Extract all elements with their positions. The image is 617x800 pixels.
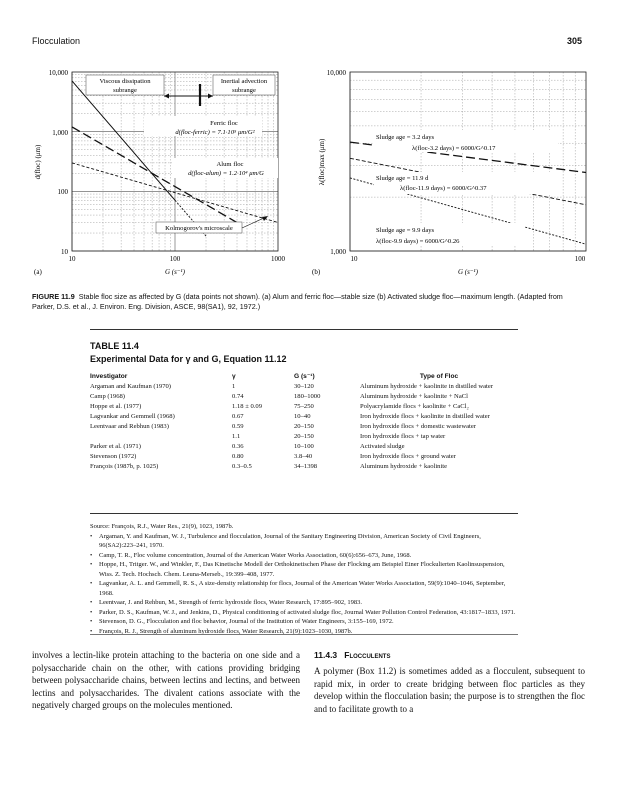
table-cell: Aluminum hydroxide + kaolinite + NaCl [360, 393, 468, 400]
annotation-inertial-sub: subrange [232, 87, 256, 94]
figure-caption-label: FIGURE 11.9 [32, 292, 75, 301]
annotation-sludge-9-9: Sludge age = 9.9 days [376, 227, 435, 234]
table-header-gamma: γ [232, 372, 236, 380]
table-cell: Activated sludge [360, 443, 405, 450]
figure-b [312, 62, 602, 282]
x-tick-a-10: 10 [68, 255, 76, 263]
table-row [90, 453, 518, 463]
x-tick-a-1000: 1000 [271, 255, 285, 263]
x-axis-label-a: G (s⁻¹) [165, 268, 185, 276]
table-cell: 75–250 [294, 403, 314, 410]
table-row [90, 413, 518, 423]
table-top-rule [90, 329, 518, 330]
y-tick-a-1000: 1,000 [52, 129, 68, 137]
x-tick-b-100: 100 [574, 255, 586, 263]
y-axis-label-a: d(floc) (μm) [34, 144, 42, 180]
table-cell: 34–1398 [294, 463, 318, 470]
annotation-sludge-11-9: Sludge age = 11.9 d [376, 175, 429, 182]
table-cell: Hoppe et al. (1977) [90, 403, 142, 410]
y-tick-b-1000: 1,000 [330, 248, 346, 256]
table-row [90, 463, 518, 473]
reference-item: • Hoppe, H., Tritger. W., and Winkler, F., Das Kinetische Modell der Orthokinetischen Phase der Flocking am Beispiel Einer Flockulierten Kaolinsuspension, Wiss. Z. Tech. Hochsch. Chem. Leuna-Merseb., 19:399–408, 1977. [90, 560, 518, 579]
annotation-viscous: Viscous dissipation [99, 78, 151, 85]
table-cell: 20–150 [294, 423, 314, 430]
table-row [90, 443, 518, 453]
table-cell: 10–40 [294, 413, 311, 420]
annotation-sludge-11-9-eq: λ(floc-11.9 days) = 6000/G^0.37 [400, 185, 487, 192]
section-title: Flocculents [344, 650, 391, 660]
table-header-investigator: Investigator [90, 372, 128, 380]
table-cell: Camp (1968) [90, 393, 125, 400]
table-title: Experimental Data for γ and G, Equation 11.12 [90, 354, 287, 364]
annotation-sludge-3-2: Sludge age = 3.2 days [376, 134, 435, 141]
table-cell: 180–1000 [294, 393, 321, 400]
table-cell: 0.3–0.5 [232, 463, 252, 470]
annotation-sludge-3-2-eq: λ(floc-3.2 days) = 6000/G^0.17 [412, 145, 496, 152]
x-axis-label-b: G (s⁻¹) [458, 268, 478, 276]
table-source: Source: François, R.J., Water Res., 21(9), 1023, 1987b. [90, 523, 234, 530]
table-cell: 3.8–40 [294, 453, 313, 460]
reference-item: • Stevenson, D. G., Flocculation and floc behavior, Journal of the Institution of Water Engineers, 3:155–169, 1972. [90, 617, 518, 627]
table-cell [90, 433, 232, 443]
table-cell: Lagvankar and Gemmell (1968) [90, 413, 175, 420]
table-cell: François (1987b, p. 1025) [90, 463, 159, 470]
page-number: 305 [567, 36, 583, 46]
table-row [90, 383, 518, 393]
table-cell: 0.59 [232, 423, 244, 430]
table-cell: 0.80 [232, 453, 244, 460]
y-tick-a-100: 100 [57, 188, 68, 196]
reference-item: • Parker, D. S., Kaufman, W. J., and Jenkins, D., Physical conditioning of activated sludge floc, Journal Water Pollution Control Federation, 43:1817–1833, 1971. [90, 608, 518, 618]
table-cell: 1 [232, 383, 236, 390]
y-tick-b-10000: 10,000 [326, 69, 346, 77]
table-cell: Aluminum hydroxide + kaolinite [360, 463, 448, 470]
figure-a [28, 62, 298, 282]
table-cell: Iron hydroxide flocs + domestic wastewater [360, 423, 476, 430]
annotation-ferric: Ferric floc [210, 120, 238, 127]
table-end-rule [90, 634, 518, 635]
table-cell: Polyacrylamide flocs + kaolinite + CaCl₂ [360, 403, 469, 410]
annotation-kolmogorov: Kolmogorov's microscale [165, 225, 233, 232]
figure-caption [32, 292, 584, 312]
annotation-alum-eq: d(floc-alum) = 1.2·10⁴ μm/G [188, 170, 264, 177]
body-text-left: involves a lectin-like protein attaching to the bacteria on one side and a polysaccharide chain on the other, with cations providing bridging between polysaccharide chains, between lectins and lectins, and between lectins and polysaccharides. The divalent cations associate with the negatively charged groups on the molecules mentioned. [32, 650, 300, 711]
table-row [90, 393, 518, 403]
table-cell: Parker et al. (1971) [90, 443, 141, 450]
table-cell: Iron hydroxide flocs + ground water [360, 453, 456, 460]
table-sources [90, 522, 518, 636]
section-heading [314, 650, 390, 660]
running-header-chapter: Flocculation [32, 36, 81, 46]
table-cell: 1.18 ± 0.09 [232, 403, 262, 410]
table-row [90, 403, 518, 413]
table-header-row [90, 372, 518, 383]
annotation-alum: Alum floc [216, 161, 244, 168]
section-number: 11.4.3 [314, 650, 338, 660]
panel-label-a: (a) [34, 268, 42, 276]
reference-item: • Lagvankar, A. L. and Gemmell, R. S., A size-density relationship for flocs, Journal of the American Water Works Association, 59(9):1040–1046, September, 1968. [90, 579, 518, 598]
table-cell: 20–150 [294, 433, 314, 440]
reference-item: • Camp, T. R., Floc volume concentration, Journal of the American Water Works Association, 60(6):656–673, June, 1968. [90, 551, 518, 561]
annotation-viscous-sub: subrange [113, 87, 137, 94]
table-header-g: G (s⁻¹) [294, 373, 315, 380]
annotation-inertial: Inertial advection [220, 78, 268, 85]
table-cell: 30–120 [294, 383, 314, 390]
reference-item: • François, R. J., Strength of aluminum hydroxide flocs, Water Research, 21(9):1023–1030, 1987b. [90, 627, 518, 637]
table-cell: 1.1 [232, 433, 241, 440]
table-row [90, 433, 518, 443]
table-cell: Stevenson (1972) [90, 453, 137, 460]
table-cell: 10–100 [294, 443, 314, 450]
annotation-sludge-9-9-eq: λ(floc-9.9 days) = 6000/G^0.26 [376, 238, 460, 245]
table-row [90, 423, 518, 433]
reference-item: • Argaman, Y. and Kaufman, W. J., Turbulence and flocculation, Journal of the Sanitary Engineering Division, American Society of Civil Engineers, 96(SA2):223–241, 1970. [90, 532, 518, 551]
y-tick-a-10: 10 [61, 248, 68, 256]
x-tick-b-10: 10 [350, 255, 358, 263]
y-tick-a-10000: 10,000 [48, 69, 68, 77]
y-axis-label-b: λ(floc)max (μm) [318, 138, 326, 186]
table-cell: Leentvaar and Rebhun (1983) [90, 423, 169, 430]
table-bottom-rule [90, 513, 518, 514]
table-cell: Argaman and Kaufman (1970) [90, 383, 171, 390]
reference-list [90, 532, 518, 637]
table-cell: 0.36 [232, 443, 244, 450]
table-cell: Aluminum hydroxide + kaolinite in distilled water [360, 383, 494, 390]
table-cell: 0.67 [232, 413, 244, 420]
data-table [90, 372, 518, 473]
figure-caption-text: Stable floc size as affected by G (data points not shown). (a) Alum and ferric floc—stable size (b) Activated sludge floc—maximum length. (Adapted from Parker, D.S. et al., J. Environ. Eng. Division, ASCE, 98(SA1), 92, 1972.) [32, 292, 563, 311]
reference-item: • Leentvaar, J. and Rehbun, M., Strength of ferric hydroxide flocs, Water Research, 17:895–902, 1983. [90, 598, 518, 608]
series-line-ferric-floc [72, 81, 175, 200]
body-text-right: A polymer (Box 11.2) is sometimes added as a flocculent, subsequent to rapid mix, in order to create bridging between floc particles as they develop within the flocculation basin; the purpose is to strengthen the floc and to facilitate growth to a [314, 666, 585, 714]
panel-label-b: (b) [312, 268, 321, 276]
table-header-type: Type of Floc [419, 372, 459, 380]
annotation-ferric-eq: d(floc-ferric) = 7.1·10⁵ μm/G² [175, 129, 255, 136]
table-number: TABLE 11.4 [90, 341, 139, 351]
table-cell: Iron hydroxide flocs + kaolinite in distilled water [360, 413, 490, 420]
table-cell: Iron hydroxide flocs + tap water [360, 433, 446, 440]
x-tick-a-100: 100 [169, 255, 181, 263]
table-cell: 0.74 [232, 393, 244, 400]
